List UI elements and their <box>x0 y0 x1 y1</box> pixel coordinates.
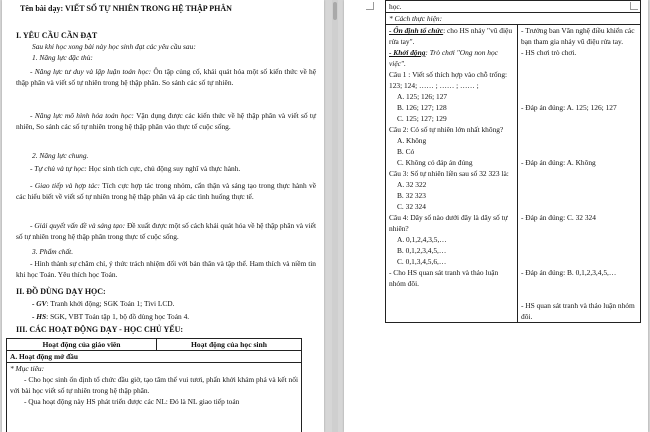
gv-text: : Tranh khởi động; SGK Toán 1; Tivi LCD. <box>46 299 175 308</box>
subheading-dac-thu: 1. Năng lực đặc thù: <box>32 53 93 62</box>
question-2: Câu 2: Có số tự nhiên lớn nhất không? <box>389 125 504 134</box>
margin-corner-mark <box>366 2 374 10</box>
column-header-teacher: Hoạt động của giáo viên <box>7 339 157 351</box>
paragraph-text: Học sinh tích cực, chủ động suy nghĩ và thực hành. <box>86 164 241 173</box>
paragraph-label: - Tự chủ và tự học: <box>30 164 87 173</box>
student-response-3: - HS quan sát tranh và thảo luận nhóm đôi. <box>521 301 635 321</box>
option-item: A. 32 322 <box>397 180 427 189</box>
paragraph-label: - Giải quyết vấn đề và sáng tạo: <box>30 221 126 230</box>
section-heading-1: I. YÊU CẦU CẦN ĐẠT <box>16 31 98 40</box>
khoi-dong-line <box>389 47 514 69</box>
paragraph-pham-chat: - Hình thành sự chăm chỉ, ý thức trách nhiệm đối với bản thân và tập thể. Ham thích và niềm tin khi học Toán. Yêu thích học Toán. <box>16 259 316 279</box>
paragraph-text: Vận dụng được các kiến thức về hệ thập phân và viết số tự nhiên, So sánh các số tự nhiên trong hệ thập phân vào thực tế cuộc sống. <box>16 111 316 131</box>
page-left <box>2 0 324 432</box>
paragraph-tu-duy <box>16 66 316 110</box>
muc-tieu-1: - Cho học sinh ổn định tổ chức đầu giờ, tạo tâm thế vui tươi, phấn khởi khám phá và kết nối với bài học viết số tự nhiên trong hệ thập phân. <box>10 375 298 395</box>
activities-table-left <box>6 338 302 432</box>
row-continued: học. <box>386 1 641 13</box>
teacher-column <box>386 25 518 323</box>
question-1-options <box>389 91 514 124</box>
option-item: B. 32 323 <box>397 191 426 200</box>
option-item: A. 125; 126; 127 <box>397 92 448 101</box>
option-item: C. 32 324 <box>397 202 426 211</box>
cach-thuc-label: * Cách thực hiện: <box>386 13 641 25</box>
option-item: B. 0,1,2,3,4,5,… <box>397 246 447 255</box>
page-gutter-scroll[interactable] <box>332 0 338 432</box>
khoi-dong-label: - Khởi động <box>389 48 426 57</box>
khoi-dong-text: : Trò chơi "Ong non học việc". <box>389 48 498 68</box>
paragraph-mo-hinh <box>16 110 316 154</box>
question-1: Câu 1 : Viết số thích hợp vào chỗ trống: <box>389 70 508 79</box>
activity-a-cell <box>7 363 302 432</box>
option-item: A. Không <box>397 136 427 145</box>
activity-a-heading: A. Hoạt động mở đầu <box>7 351 302 363</box>
student-response-1: - Trưởng ban Văn nghệ điều khiển các bạn tham gia nhảy vũ điệu rửa tay. <box>521 26 635 46</box>
lesson-title: Tên bài dạy: VIẾT SỐ TỰ NHIÊN TRONG HỆ THẬP PHÂN <box>20 4 232 13</box>
student-response-2: - HS chơi trò chơi. <box>521 48 577 57</box>
option-item: B. Có <box>397 147 415 156</box>
hs-text: : SGK, VBT Toán tập 1, bộ đồ dùng học Toán 4. <box>46 312 190 321</box>
on-dinh-line <box>389 25 514 47</box>
muc-tieu-label: * Mục tiêu: <box>10 364 45 373</box>
muc-tieu-2: - Qua hoạt động này HS phát triển được các NL: Đó là NL giao tiếp toán <box>24 397 240 406</box>
section-heading-2: II. ĐỒ DÙNG DẠY HỌC: <box>16 287 106 296</box>
paragraph-tu-chu <box>16 163 316 174</box>
answer-key-2: - Đáp án đúng: A. Không <box>521 158 596 167</box>
question-2-options <box>389 135 514 168</box>
option-item: C. Không có đáp án đúng <box>397 158 473 167</box>
question-4-options <box>389 234 514 267</box>
paragraph-text: Ôn tập củng cố, khái quát hóa một số kiến thức về hệ thập phân và viết số tự nhiên trong hệ thập phân. So sánh các số tự nhiên. <box>16 67 317 87</box>
on-dinh-label: - Ổn định tổ chức <box>389 26 444 35</box>
option-item: B. 126; 127; 128 <box>397 103 447 112</box>
activities-table-right <box>385 0 641 323</box>
option-item: C. 125; 127; 129 <box>397 114 447 123</box>
answer-key-1: - Đáp án đúng: A. 125; 126; 127 <box>521 103 617 112</box>
question-3: Câu 3: Số tự nhiên liền sau số 32 323 là: <box>389 169 509 178</box>
answer-key-3: - Đáp án đúng: C. 32 324 <box>521 213 596 222</box>
subheading-chung: 2. Năng lực chung. <box>32 151 89 160</box>
question-1-sequence: 123; 124; …… ; …… ; …… ; <box>389 81 479 90</box>
subheading-pham-chat: 3. Phẩm chất. <box>32 247 74 256</box>
section-heading-3: III. CÁC HOẠT ĐỘNG DẠY - HỌC CHỦ YẾU: <box>16 325 184 334</box>
gv-line <box>32 298 324 309</box>
gv-label: - GV <box>32 299 47 308</box>
paragraph-label: - Giao tiếp và hợp tác: <box>30 181 100 190</box>
closing-instruction: - Cho HS quan sát tranh và thảo luận nhóm đôi. <box>389 268 499 288</box>
student-column <box>518 25 641 323</box>
option-item: C. 0,1,3,4,5,6,… <box>397 257 447 266</box>
column-header-student: Hoạt động của học sinh <box>157 339 302 351</box>
hs-label: - HS <box>32 312 47 321</box>
on-dinh-text: : cho HS nhảy "vũ điệu rửa tay". <box>389 26 513 46</box>
question-4: Câu 4: Dãy số nào dưới đây là dãy số tự nhiên? <box>389 213 508 233</box>
question-3-options <box>389 179 514 212</box>
answer-key-4: - Đáp án đúng: B. 0,1,2,3,4,5,… <box>521 268 617 277</box>
paragraph-label: - Năng lực tư duy và lập luận toán học: <box>30 67 152 76</box>
paragraph-label: - Năng lực mô hình hóa toán học: <box>30 111 134 120</box>
option-item: A. 0,1,2,4,3,5,… <box>397 235 447 244</box>
paragraph-text: Tích cực hợp tác trong nhóm, cẩn thận và sáng tạo trong thực hành về các hiểu biết về viết số tự nhiên trong hệ thập phân và áp các tình huống thực tế. <box>16 181 316 201</box>
hs-line <box>32 311 324 322</box>
paragraph-text: Đề xuất được một số cách khái quát hóa về hệ thập phân và viết số tự nhiên trong hệ thập phân trong thực tế cuộc sống. <box>16 221 316 241</box>
scroll-thumb[interactable] <box>333 2 337 20</box>
paragraph-giao-tiep <box>16 180 316 224</box>
intro-text: Sau khi học xong bài này học sinh đạt các yêu cầu sau: <box>32 42 196 51</box>
